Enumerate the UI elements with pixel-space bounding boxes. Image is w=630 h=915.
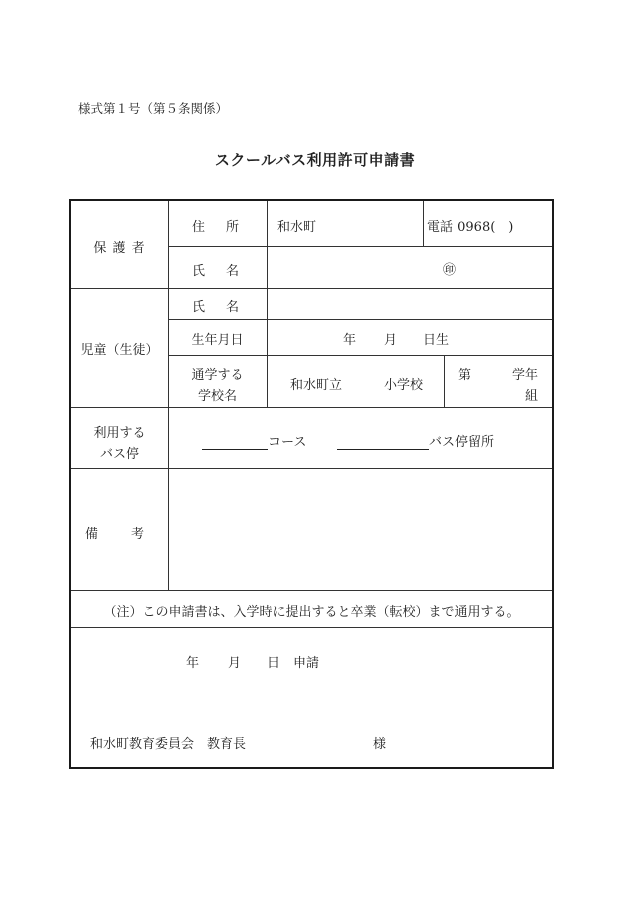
- row-divider: [71, 590, 552, 591]
- recipient: 和水町教育委員会 教育長: [90, 737, 247, 752]
- grade-year-label: 学年: [512, 368, 539, 383]
- guardian-section-label: 保 護 者: [93, 241, 146, 256]
- row-divider: [71, 627, 552, 628]
- school-label-line1: 通学する: [191, 368, 244, 383]
- address-value: 和水町: [277, 220, 317, 235]
- row-divider: [71, 407, 552, 408]
- child-section-label: 児童（生徒）: [80, 343, 159, 358]
- column-divider: [267, 201, 268, 407]
- stop-blank: [337, 437, 429, 450]
- bus-stop-label-line2: バス停: [99, 447, 139, 462]
- row-divider: [71, 288, 552, 289]
- stop-entry: [337, 431, 494, 450]
- seal-mark: ㊞: [443, 263, 457, 278]
- school-prefix: 和水町立: [290, 378, 343, 393]
- note-text: （注）この申請書は、入学時に提出すると卒業（転校）まで通用する。: [103, 605, 520, 620]
- column-divider: [423, 201, 424, 246]
- birthdate-month: 月: [384, 333, 398, 348]
- application-form: [69, 199, 554, 769]
- guardian-name-label: 氏 名: [191, 264, 243, 279]
- form-number: 様式第１号（第５条関係）: [78, 101, 229, 116]
- course-entry: [202, 431, 306, 450]
- course-label: コース: [268, 435, 307, 450]
- application-month: 月: [228, 656, 242, 671]
- grade-number-label: 第: [458, 368, 472, 383]
- school-suffix: 小学校: [384, 378, 424, 393]
- recipient-honorific: 様: [373, 737, 387, 752]
- bus-stop-label-line1: 利用する: [93, 426, 146, 441]
- child-name-label: 氏 名: [191, 300, 243, 315]
- page-title: スクールバス利用許可申請書: [214, 151, 416, 169]
- grade-class-label: 組: [524, 389, 538, 404]
- row-divider: [168, 246, 552, 247]
- birthdate-day: 日生: [423, 333, 450, 348]
- stop-label: バス停留所: [429, 435, 495, 450]
- column-divider: [444, 355, 445, 407]
- remarks-label: 備 考: [84, 527, 154, 542]
- application-applied: 申請: [293, 656, 320, 671]
- course-blank: [202, 437, 268, 450]
- row-divider: [168, 355, 552, 356]
- phone-label: 電話 0968( ): [427, 220, 514, 235]
- application-year: 年: [186, 656, 200, 671]
- application-day: 日: [267, 656, 281, 671]
- address-label: 住 所: [191, 220, 243, 235]
- school-label-line2: 学校名: [197, 389, 237, 404]
- row-divider: [71, 468, 552, 469]
- birthdate-year: 年: [343, 333, 357, 348]
- birthdate-label: 生年月日: [191, 333, 244, 348]
- row-divider: [168, 319, 552, 320]
